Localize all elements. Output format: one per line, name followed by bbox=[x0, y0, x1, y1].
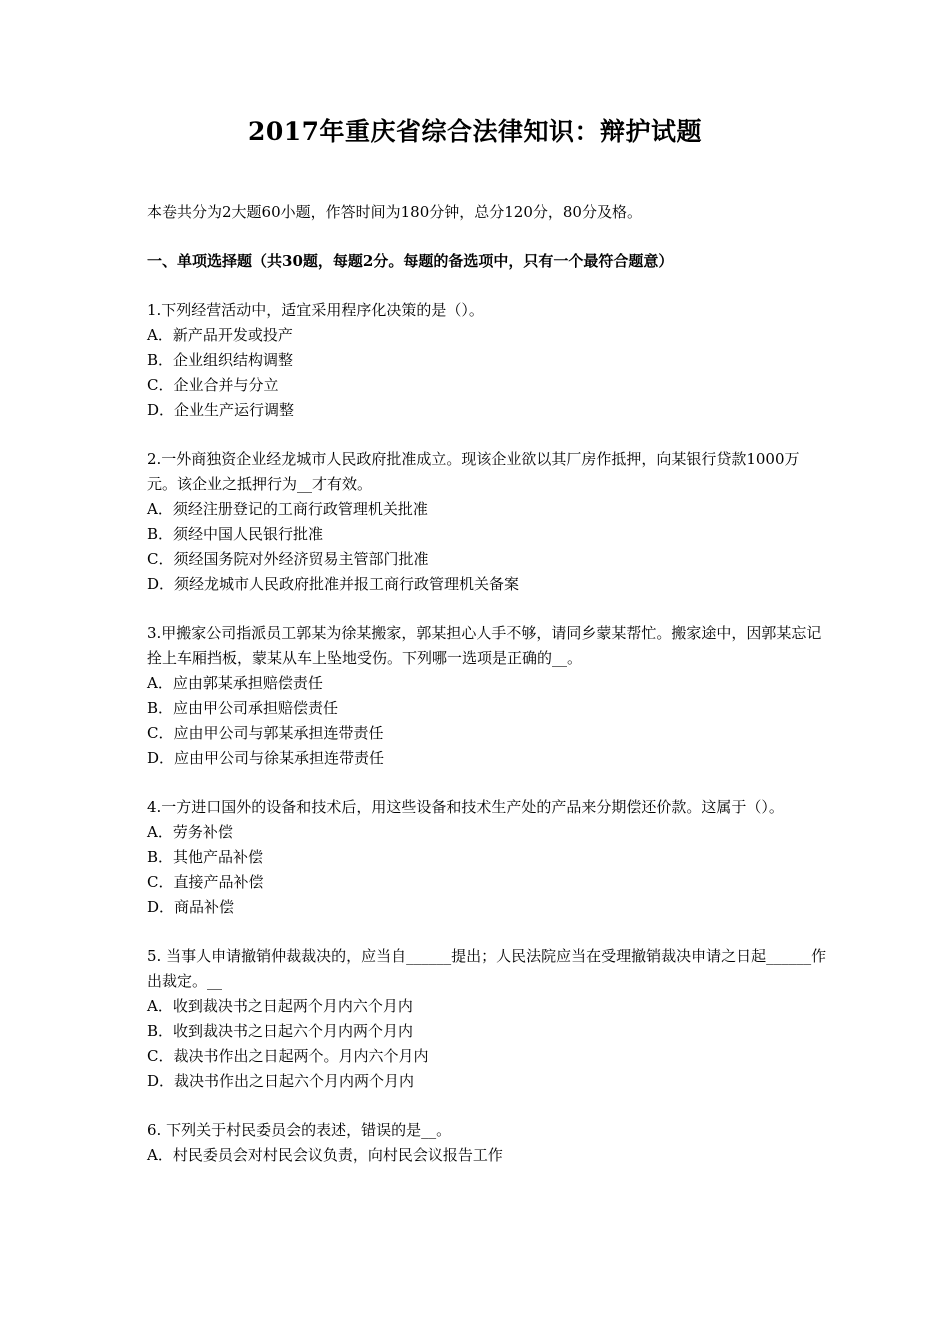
answer-option: A．应由郭某承担赔偿责任 bbox=[147, 674, 323, 692]
question-stem: 4.一方进口国外的设备和技术后，用这些设备和技术生产处的产品来分期偿还价款。这属于（）。 bbox=[147, 798, 784, 816]
answer-option: B．其他产品补偿 bbox=[147, 848, 264, 866]
answer-option: A．劳务补偿 bbox=[147, 823, 233, 841]
document-title: 2017年重庆省综合法律知识：辩护试题 bbox=[247, 117, 703, 146]
question-item bbox=[147, 447, 827, 597]
answer-option: B．须经中国人民银行批准 bbox=[147, 525, 324, 543]
answer-option: B．企业组织结构调整 bbox=[147, 351, 294, 369]
question-item bbox=[147, 298, 827, 423]
answer-option: C．裁决书作出之日起两个。月内六个月内 bbox=[147, 1047, 429, 1065]
question-stem: 6. 下列关于村民委员会的表述，错误的是__。 bbox=[147, 1121, 452, 1139]
answer-option: D．商品补偿 bbox=[147, 898, 235, 916]
answer-option: D．企业生产运行调整 bbox=[147, 401, 295, 419]
exam-intro: 本卷共分为2大题60小题，作答时间为180分钟，总分120分，80分及格。 bbox=[147, 203, 642, 221]
section-heading: 一、单项选择题（共30题，每题2分。每题的备选项中，只有一个最符合题意） bbox=[147, 252, 674, 270]
question-stem: 2.一外商独资企业经龙城市人民政府批准成立。现该企业欲以其厂房作抵押，向某银行贷款1000万元。该企业之抵押行为__才有效。 bbox=[147, 450, 800, 493]
question-item bbox=[147, 1118, 827, 1168]
answer-option: A．村民委员会对村民会议负责，向村民会议报告工作 bbox=[147, 1146, 503, 1164]
answer-option: D．须经龙城市人民政府批准并报工商行政管理机关备案 bbox=[147, 575, 520, 593]
answer-option: C．直接产品补偿 bbox=[147, 873, 264, 891]
answer-option: D．应由甲公司与徐某承担连带责任 bbox=[147, 749, 385, 767]
answer-option: C．应由甲公司与郭某承担连带责任 bbox=[147, 724, 384, 742]
document-body bbox=[147, 200, 827, 1192]
answer-option: B．收到裁决书之日起六个月内两个月内 bbox=[147, 1022, 414, 1040]
answer-option: D．裁决书作出之日起六个月内两个月内 bbox=[147, 1072, 415, 1090]
question-item bbox=[147, 944, 827, 1094]
answer-option: A．新产品开发或投产 bbox=[147, 326, 293, 344]
question-item bbox=[147, 621, 827, 771]
question-stem: 5. 当事人申请撤销仲裁裁决的，应当自______提出；人民法院应当在受理撤销裁决申请之日起______作出裁定。__ bbox=[147, 947, 827, 990]
answer-option: A．收到裁决书之日起两个月内六个月内 bbox=[147, 997, 413, 1015]
question-stem: 1.下列经营活动中，适宜采用程序化决策的是（）。 bbox=[147, 301, 484, 319]
question-item bbox=[147, 795, 827, 920]
answer-option: C．须经国务院对外经济贸易主管部门批准 bbox=[147, 550, 429, 568]
answer-option: C．企业合并与分立 bbox=[147, 376, 279, 394]
question-stem: 3.甲搬家公司指派员工郭某为徐某搬家，郭某担心人手不够，请同乡蒙某帮忙。搬家途中，因郭某忘记拴上车厢挡板，蒙某从车上坠地受伤。下列哪一选项是正确的__。 bbox=[147, 624, 822, 667]
answer-option: A．须经注册登记的工商行政管理机关批准 bbox=[147, 500, 428, 518]
answer-option: B．应由甲公司承担赔偿责任 bbox=[147, 699, 339, 717]
